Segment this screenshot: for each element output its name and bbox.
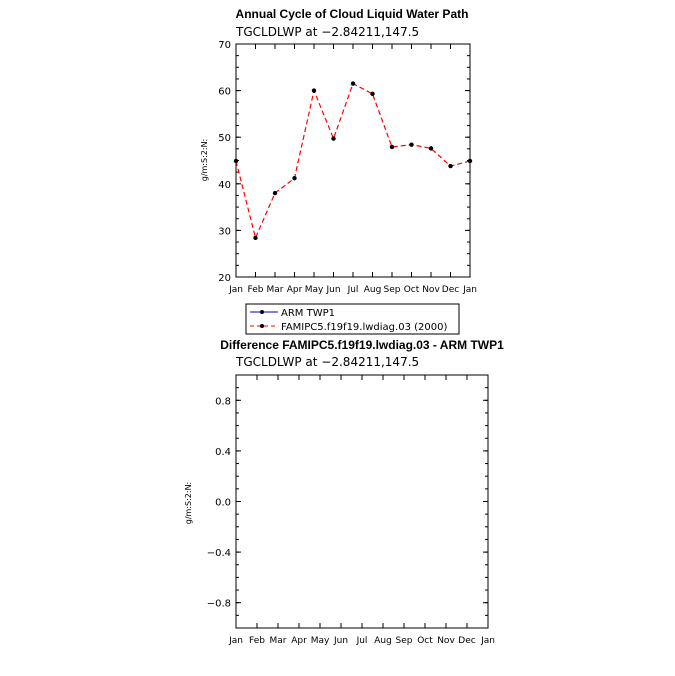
bottom-x-tick-label: Apr (291, 636, 307, 646)
top-data-point (409, 142, 413, 146)
top-x-tick-label: Sep (383, 285, 401, 295)
legend-label-model: FAMIPC5.f19f19.lwdiag.03 (2000) (281, 322, 448, 333)
top-x-tick-label: Dec (441, 285, 460, 295)
bottom-x-tick-label: Aug (374, 636, 392, 646)
top-chart-subtitle: TGCLDLWP at −2.84211,147.5 (236, 25, 420, 39)
top-x-tick-label: May (304, 285, 324, 295)
top-y-tick-label: 20 (218, 273, 231, 284)
top-y-tick-label: 50 (218, 133, 231, 145)
bottom-y-tick-label: 0.4 (215, 446, 231, 458)
top-x-tick-label: Oct (403, 285, 420, 295)
top-data-point (312, 88, 316, 92)
top-data-point (331, 136, 335, 140)
top-y-axis-label: g/m:S:2:N: (200, 138, 209, 182)
bottom-x-tick-label: Jan (229, 636, 243, 646)
top-data-point (253, 236, 257, 240)
legend-marker-arm (260, 310, 264, 314)
bottom-x-tick-label: May (310, 636, 330, 646)
bottom-chart-subtitle: TGCLDLWP at −2.84211,147.5 (236, 355, 420, 369)
top-data-point (370, 92, 374, 96)
top-x-tick-label: Mar (266, 285, 284, 295)
bottom-chart-title: Difference FAMIPC5.f19f19.lwdiag.03 - ARM TWP1 (220, 338, 504, 352)
top-data-point (234, 159, 238, 163)
top-x-tick-label: Nov (422, 285, 440, 295)
legend-label-arm: ARM TWP1 (281, 308, 335, 319)
top-x-tick-label: Jan (463, 285, 477, 295)
bottom-x-tick-label: Jun (333, 636, 349, 646)
bottom-x-tick-label: Dec (458, 636, 476, 646)
bottom-x-tick-label: Jan (481, 636, 495, 646)
top-data-point (351, 81, 355, 85)
bottom-plot-frame (236, 375, 488, 628)
top-series-line-1 (236, 84, 470, 238)
top-y-tick-label: 40 (218, 179, 231, 191)
legend (246, 304, 459, 334)
bottom-x-tick-label: Mar (269, 636, 287, 646)
top-data-point (468, 159, 472, 163)
bottom-y-tick-label: −0.4 (206, 548, 231, 560)
bottom-y-tick-label: −0.8 (206, 598, 231, 610)
bottom-y-axis-label: g/m:S:2:N: (184, 481, 193, 525)
bottom-x-tick-label: Sep (395, 636, 413, 646)
top-x-tick-label: Jan (229, 285, 243, 295)
top-chart-title: Annual Cycle of Cloud Liquid Water Path (235, 7, 469, 21)
bottom-y-tick-label: 0.0 (215, 497, 231, 509)
top-x-tick-label: Aug (363, 285, 382, 295)
bottom-x-tick-label: Feb (249, 636, 265, 646)
bottom-x-tick-label: Nov (437, 636, 455, 646)
bottom-x-tick-label: Jul (356, 636, 368, 646)
bottom-y-tick-label: 0.8 (215, 396, 231, 408)
top-y-tick-label: 60 (218, 86, 231, 98)
top-data-point (448, 164, 452, 168)
top-plot-frame (236, 44, 470, 277)
bottom-x-tick-label: Oct (417, 636, 433, 646)
top-y-tick-label: 30 (218, 226, 231, 238)
bottom-plot-area (207, 375, 495, 646)
top-x-tick-label: Jul (347, 285, 359, 295)
top-data-point (273, 191, 277, 195)
top-data-point (429, 146, 433, 150)
top-data-point (390, 145, 394, 149)
top-plot-area (218, 40, 477, 295)
top-y-tick-label: 70 (218, 40, 231, 51)
legend-marker-model (260, 324, 264, 328)
top-data-point (292, 176, 296, 180)
top-x-tick-label: Apr (286, 285, 303, 295)
top-x-tick-label: Feb (247, 285, 264, 295)
top-x-tick-label: Jun (326, 285, 341, 295)
